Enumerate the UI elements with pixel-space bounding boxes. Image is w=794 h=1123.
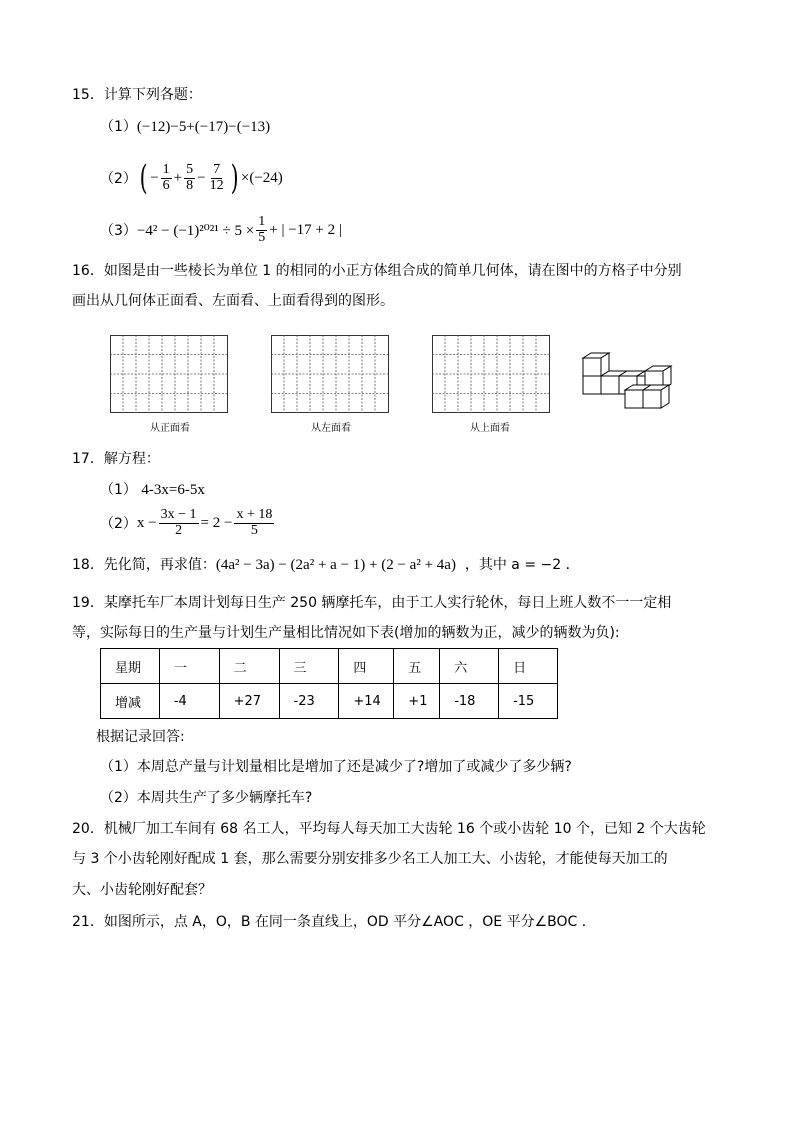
q15-p1-label: （1） [100, 119, 137, 135]
grid-front[interactable] [110, 335, 228, 413]
table-cell: 三 [279, 649, 339, 684]
table-cell: 增减 [101, 684, 160, 719]
q15-p2-frac1: $\frac{1}{6}$ [162, 161, 170, 193]
q15-p1-expr: (−12)−5+(−17)−(−13) [136, 119, 271, 135]
q16-line2: 画出从几何体正面看、左面看、上面看得到的图形。 [72, 293, 394, 309]
grid-left[interactable] [271, 335, 389, 413]
table-cell: -23 [279, 684, 339, 719]
table-cell: -4 [159, 684, 219, 719]
caption-front: 从正面看 [150, 423, 190, 434]
q15-part1 [100, 116, 270, 136]
table-cell: +14 [339, 684, 394, 719]
q16-line1: 16．如图是由一些棱长为单位 1 的相同的小正方体组合成的简单几何体，请在图中的方格子中分别 [72, 263, 682, 279]
q15-p2-tail: ×(−24) [240, 169, 283, 186]
q18-expr: (4a² − 3a) − (2a² + a − 1) + (2 − a² + 4a) [215, 557, 456, 573]
q17-p2-frac1: $\frac{3x - 1}{2}$ [160, 506, 197, 538]
caption-top: 从上面看 [470, 423, 510, 434]
q15-part2: （2） ( − $\frac{1}{6}$ + $\frac{5}{8}$ − $\frac{7}{12}$ ) ×(−24) [100, 158, 283, 198]
q18-text: 18．先化简，再求值： [72, 557, 216, 573]
q19-line2: 等，实际每日的生产量与计划生产量相比情况如下表(增加的辆数为正，减少的辆数为负): [72, 625, 620, 641]
caption-left: 从左面看 [311, 423, 351, 434]
q15-p2-frac2: $\frac{5}{8}$ [186, 161, 194, 193]
q17-p2-x: x − [136, 514, 157, 531]
q15-p2-frac3: $\frac{7}{12}$ [209, 161, 224, 193]
table-cell: 六 [440, 649, 499, 684]
cube-solid-figure [578, 350, 678, 418]
table-cell: 五 [394, 649, 440, 684]
q21-text: 21．如图所示，点 A，O，B 在同一条直线上，OD 平分∠AOC ，OE 平分∠BOC ． [72, 914, 596, 930]
table-cell: 一 [159, 649, 219, 684]
table-header-row [101, 649, 558, 684]
q17-p2-label: （2） [100, 516, 137, 532]
q20-line3: 大、小齿轮刚好配套？ [72, 882, 212, 898]
q17-part2 [100, 501, 276, 545]
table-cell: 星期 [101, 649, 160, 684]
q19-sub2: （2）本周共生产了多少辆摩托车? [100, 790, 313, 806]
table-cell: 四 [339, 649, 394, 684]
q17-p2-mid: = 2 − [200, 514, 233, 531]
q15-p3-frac: $\frac{1}{5}$ [258, 213, 266, 245]
table-cell: +1 [394, 684, 440, 719]
q15-p2-label: （2） [100, 171, 137, 187]
q17-p1-expr: 4-3x=6-5x [141, 482, 205, 498]
q19-line1: 19．某摩托车厂本周计划每日生产 250 辆摩托车，由于工人实行轮休，每日上班人数不一一定相 [72, 595, 672, 611]
q17-p1-label: （1） [100, 482, 137, 498]
q20-line2: 与 3 个小齿轮刚好配成 1 套，那么需要分别安排多少名工人加工大、小齿轮，才能使每天加工的 [72, 851, 668, 867]
q15-stem: 15．计算下列各题： [72, 87, 202, 103]
q18-tail: ，其中 a = −2 ． [464, 557, 580, 573]
q19-after: 根据记录回答: [96, 729, 185, 745]
q15-p3-head: −4² − (−1)²⁰²¹ ÷ 5 × [136, 222, 255, 239]
table-cell: +27 [219, 684, 279, 719]
q15-part3 [100, 208, 342, 252]
q15-p3-label: （3） [100, 223, 137, 239]
table-cell: 二 [219, 649, 279, 684]
q20-line1: 20．机械厂加工车间有 68 名工人，平均每人每天加工大齿轮 16 个或小齿轮 10 个，已知 2 个大齿轮 [72, 821, 706, 837]
table-cell: -18 [440, 684, 499, 719]
q18 [72, 554, 580, 574]
grid-top[interactable] [432, 335, 550, 413]
table-cell: 日 [499, 649, 558, 684]
q17-stem: 17．解方程： [72, 451, 160, 467]
q17-part1 [100, 479, 205, 499]
table-row [101, 684, 558, 719]
q19-sub1: （1）本周总产量与计划量相比是增加了还是减少了?增加了或减少了多少辆? [100, 759, 572, 775]
production-table [100, 648, 558, 719]
q15-p3-tail: + | −17 + 2 | [269, 221, 342, 238]
q17-p2-frac2: $\frac{x + 18}{5}$ [236, 506, 273, 538]
table-cell: -15 [499, 684, 558, 719]
